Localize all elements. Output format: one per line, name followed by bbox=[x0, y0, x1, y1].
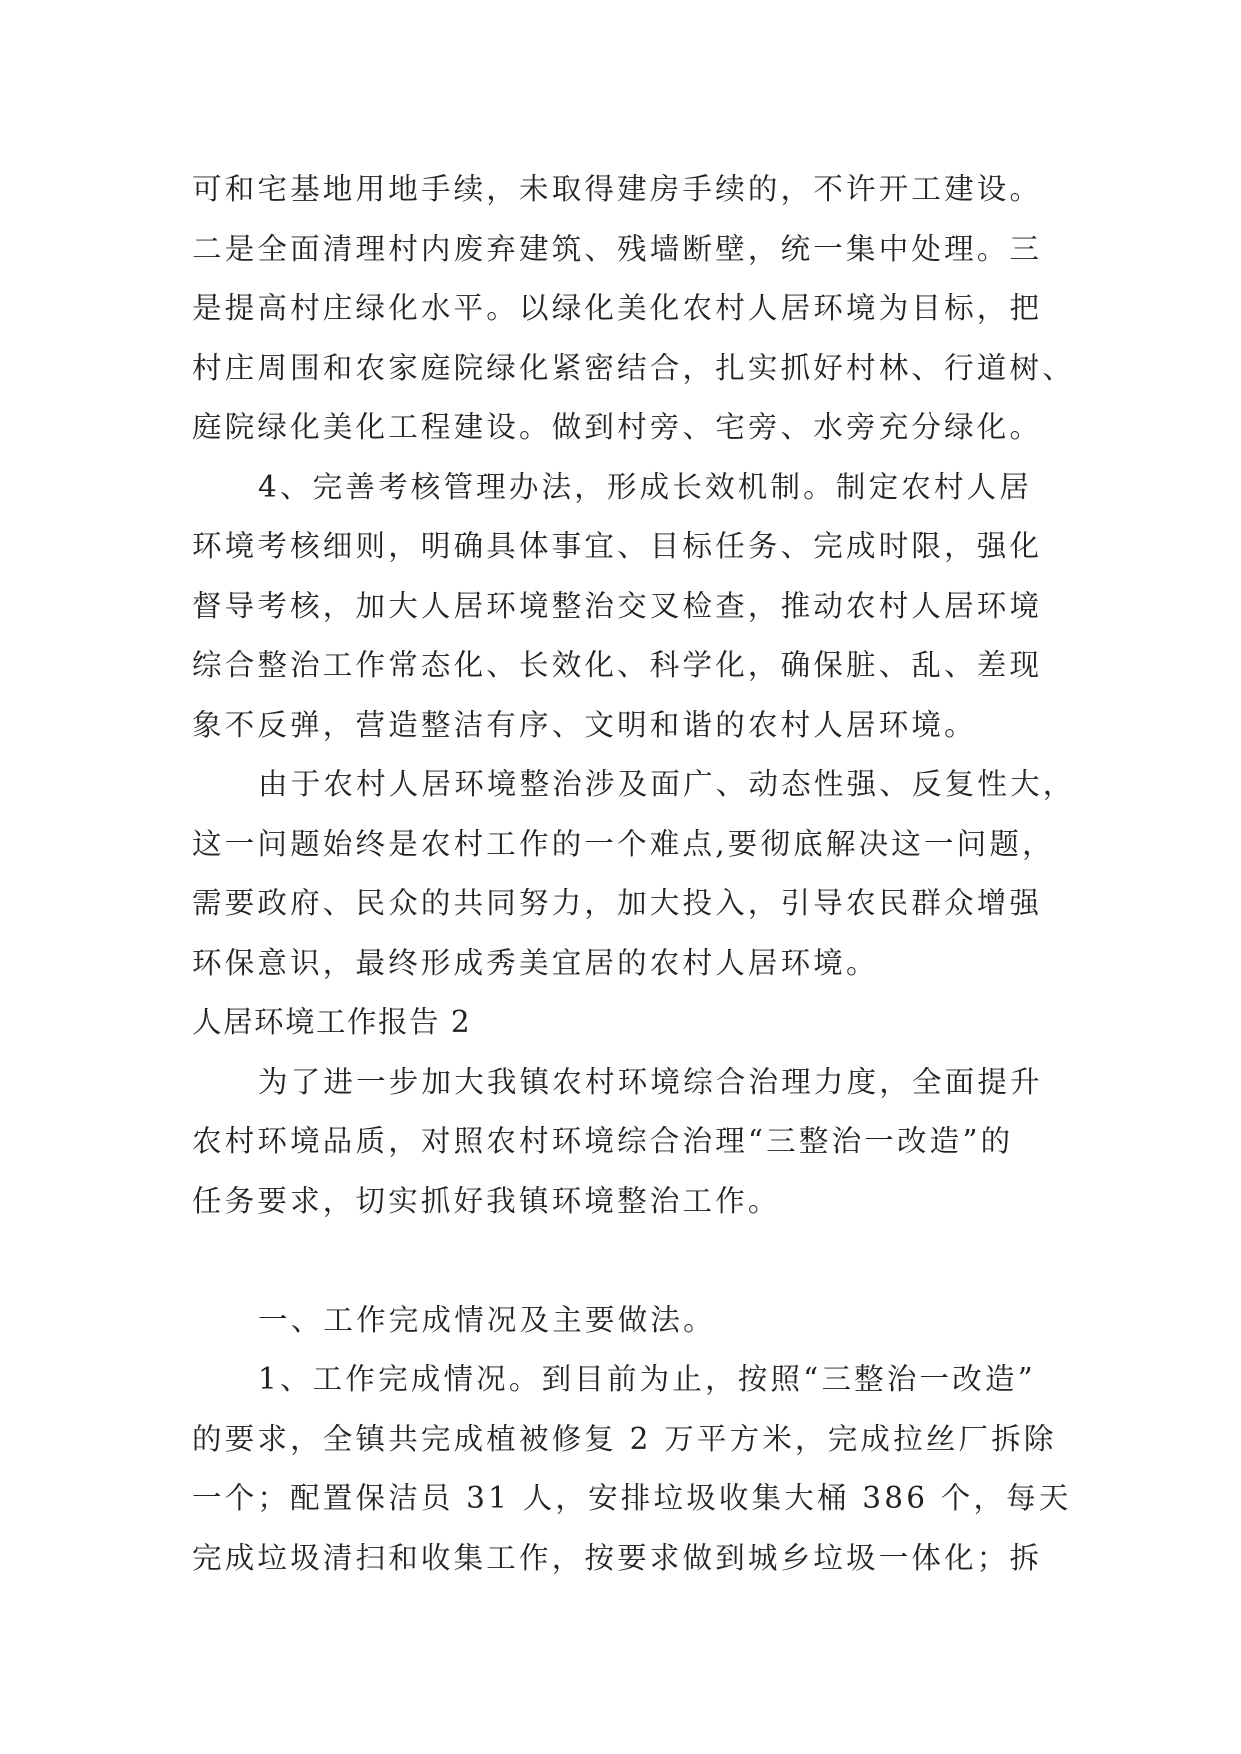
blank-line bbox=[192, 1231, 1072, 1291]
section-heading-work-completion bbox=[192, 1291, 1072, 1351]
text-line: 督导考核，加大人居环境整治交叉检查，推动农村人居环境 bbox=[192, 588, 1043, 623]
paragraph-village-greening bbox=[192, 160, 1075, 458]
text-line: 的要求，全镇共完成植被修复 2 万平方米，完成拉丝厂拆除 bbox=[192, 1421, 1057, 1456]
text-line: 4、完善考核管理办法，形成长效机制。制定农村人居 bbox=[258, 469, 1033, 504]
document-body bbox=[192, 160, 1076, 1588]
paragraph-assessment-mechanism bbox=[192, 458, 1072, 756]
text-line: 环保意识，最终形成秀美宜居的农村人居环境。 bbox=[192, 945, 879, 980]
text-line: 需要政府、民众的共同努力，加大投入，引导农民群众增强 bbox=[192, 886, 1043, 920]
paragraph-conclusion bbox=[192, 755, 1076, 993]
report-heading: 人居环境工作报告 2 bbox=[192, 1005, 472, 1039]
text-line: 一个；配置保洁员 31 人，安排垃圾收集大桶 386 个，每天 bbox=[192, 1481, 1072, 1515]
text-line: 环境考核细则，明确具体事宜、目标任务、完成时限，强化 bbox=[192, 529, 1043, 563]
text-line: 二是全面清理村内废弃建筑、残墙断壁，统一集中处理。三 bbox=[192, 231, 1043, 266]
text-line: 村庄周围和农家庭院绿化紧密结合，扎实抓好村林、行道树、 bbox=[192, 350, 1075, 385]
text-line: 可和宅基地用地手续，未取得建房手续的，不许开工建设。 bbox=[192, 172, 1043, 206]
text-line: 是提高村庄绿化水平。以绿化美化农村人居环境为目标，把 bbox=[192, 291, 1043, 325]
text-line: 为了进一步加大我镇农村环境综合治理力度，全面提升 bbox=[258, 1064, 1043, 1099]
text-line: 农村环境品质，对照农村环境综合治理“三整治一改造”的 bbox=[192, 1124, 1014, 1158]
text-line: 完成垃圾清扫和收集工作，按要求做到城乡垃圾一体化；拆 bbox=[192, 1540, 1043, 1575]
text-line: 一、工作完成情况及主要做法。 bbox=[258, 1302, 716, 1337]
paragraph-work-completion bbox=[192, 1350, 1072, 1588]
text-line: 任务要求，切实抓好我镇环境整治工作。 bbox=[192, 1183, 781, 1218]
text-line: 象不反弹，营造整洁有序、文明和谐的农村人居环境。 bbox=[192, 707, 977, 742]
paragraph-report-intro bbox=[192, 1053, 1072, 1232]
text-line: 庭院绿化美化工程建设。做到村旁、宅旁、水旁充分绿化。 bbox=[192, 410, 1043, 444]
text-line: 由于农村人居环境整治涉及面广、动态性强、反复性大， bbox=[258, 767, 1076, 801]
text-line: 1、工作完成情况。到目前为止，按照“三整治一改造” bbox=[258, 1362, 1036, 1396]
text-line: 综合整治工作常态化、长效化、科学化，确保脏、乱、差现 bbox=[192, 648, 1043, 682]
text-line: 这一问题始终是农村工作的一个难点,要彻底解决这一问题， bbox=[192, 826, 1055, 861]
